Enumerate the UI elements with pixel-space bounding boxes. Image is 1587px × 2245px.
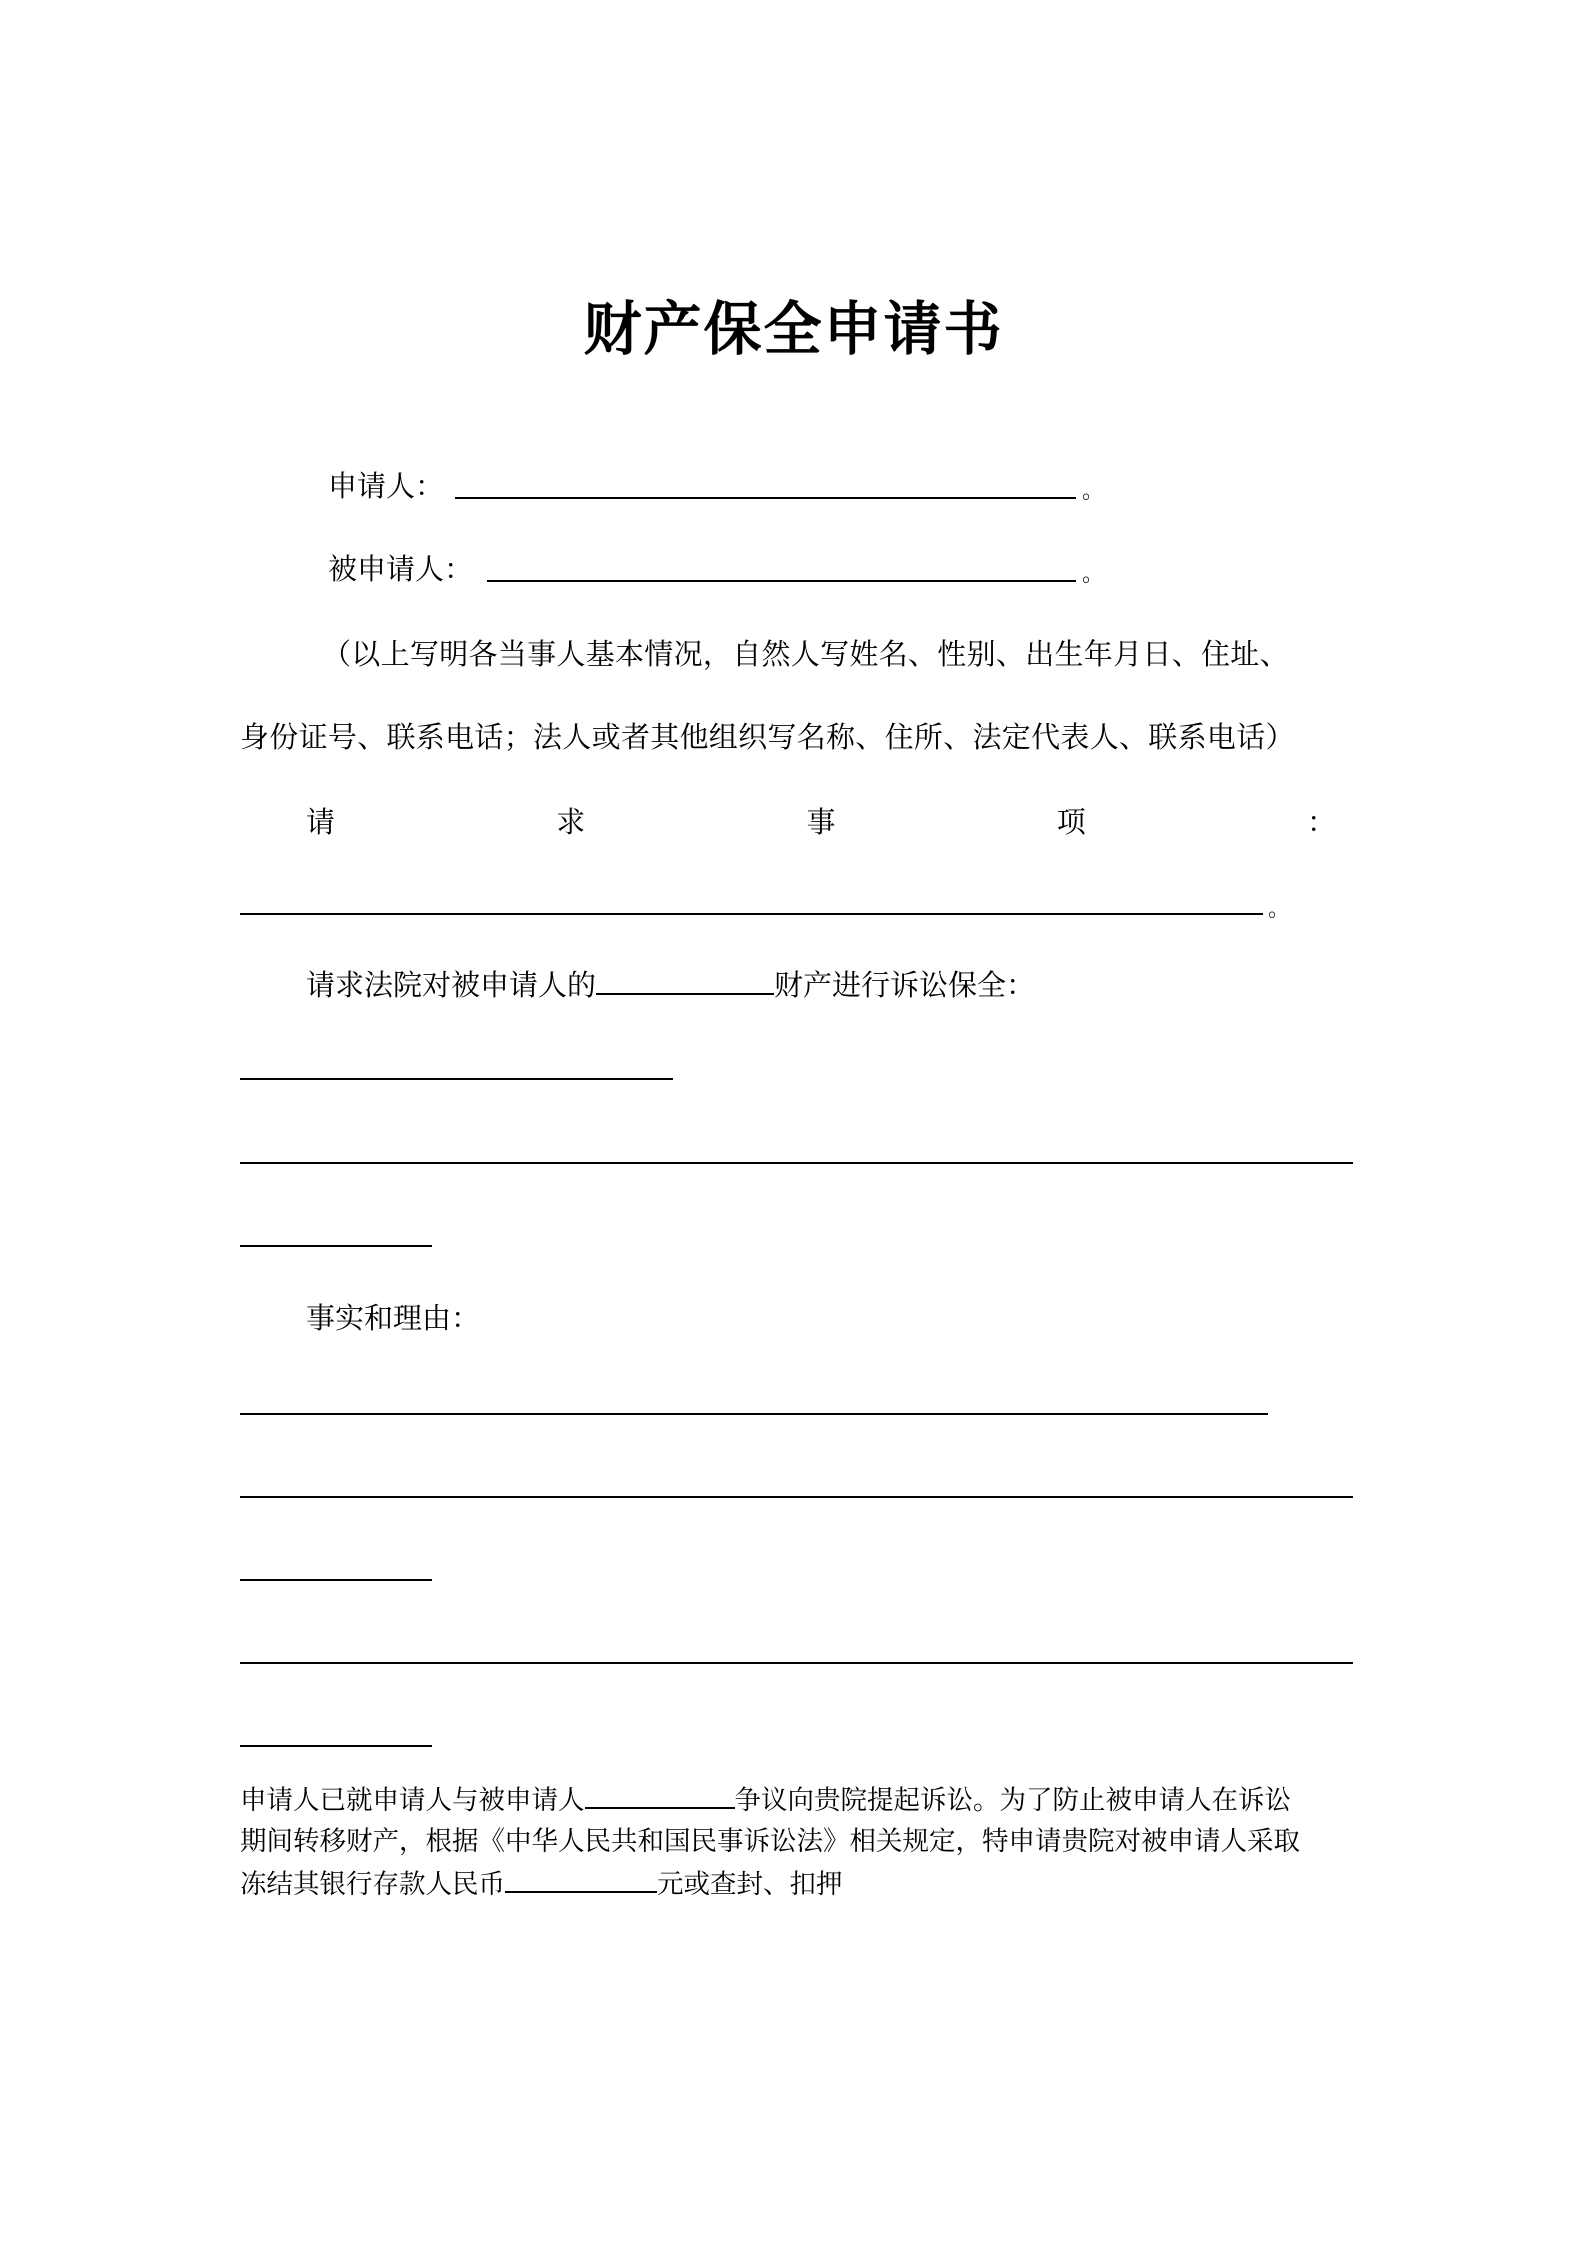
property-type-blank[interactable] <box>596 965 774 995</box>
preservation-request <box>306 965 1035 1003</box>
claims-heading-char: 请 <box>306 805 336 839</box>
applicant-label: 申请人： <box>328 469 445 503</box>
statement-line1 <box>240 1783 1291 1818</box>
statement-line1-prefix: 申请人已就申请人与被申请人 <box>240 1785 585 1816</box>
claims-heading-char: 求 <box>556 805 586 839</box>
respondent-period: 。 <box>1082 562 1105 587</box>
preservation-blank-1[interactable] <box>240 1078 673 1080</box>
facts-blank-4[interactable] <box>240 1662 1353 1664</box>
preservation-blank-3[interactable] <box>240 1245 432 1247</box>
facts-heading: 事实和理由： <box>306 1301 481 1335</box>
claims-period: 。 <box>1268 897 1291 922</box>
preservation-blank-2[interactable] <box>240 1162 1353 1164</box>
preservation-prefix: 请求法院对被申请人的 <box>306 968 597 1002</box>
facts-blank-3[interactable] <box>240 1579 432 1581</box>
party-info-note-line1: （以上写明各当事人基本情况，自然人写姓名、性别、出生年月日、住址、 <box>322 637 1289 671</box>
applicant-blank[interactable] <box>455 497 1076 499</box>
statement-line3 <box>240 1867 843 1902</box>
claims-blank[interactable] <box>240 913 1263 915</box>
document-title: 财产保全申请书 <box>583 295 1004 363</box>
facts-blank-2[interactable] <box>240 1496 1353 1498</box>
statement-line2: 期间转移财产，根据《中华人民共和国民事诉讼法》相关规定，特申请贵院对被申请人采取 <box>240 1826 1300 1857</box>
respondent-blank[interactable] <box>487 580 1076 582</box>
statement-line3-prefix: 冻结其银行存款人民币 <box>240 1869 505 1900</box>
claims-heading <box>306 800 1336 841</box>
preservation-suffix: 财产进行诉讼保全： <box>774 968 1036 1002</box>
facts-blank-5[interactable] <box>240 1745 432 1747</box>
amount-blank[interactable] <box>505 1867 657 1893</box>
party-info-note-line2: 身份证号、联系电话；法人或者其他组织写名称、住所、法定代表人、联系电话） <box>240 720 1295 754</box>
claims-heading-char: ： <box>1306 805 1336 839</box>
dispute-blank[interactable] <box>585 1783 735 1809</box>
statement-line3-suffix: 元或查封、扣押 <box>657 1869 843 1900</box>
statement-line1-suffix: 争议向贵院提起诉讼。为了防止被申请人在诉讼 <box>734 1785 1291 1816</box>
facts-blank-1[interactable] <box>240 1413 1268 1415</box>
claims-heading-char: 项 <box>1056 805 1086 839</box>
applicant-period: 。 <box>1082 479 1105 504</box>
respondent-label: 被申请人： <box>328 552 474 586</box>
claims-heading-char: 事 <box>806 805 836 839</box>
